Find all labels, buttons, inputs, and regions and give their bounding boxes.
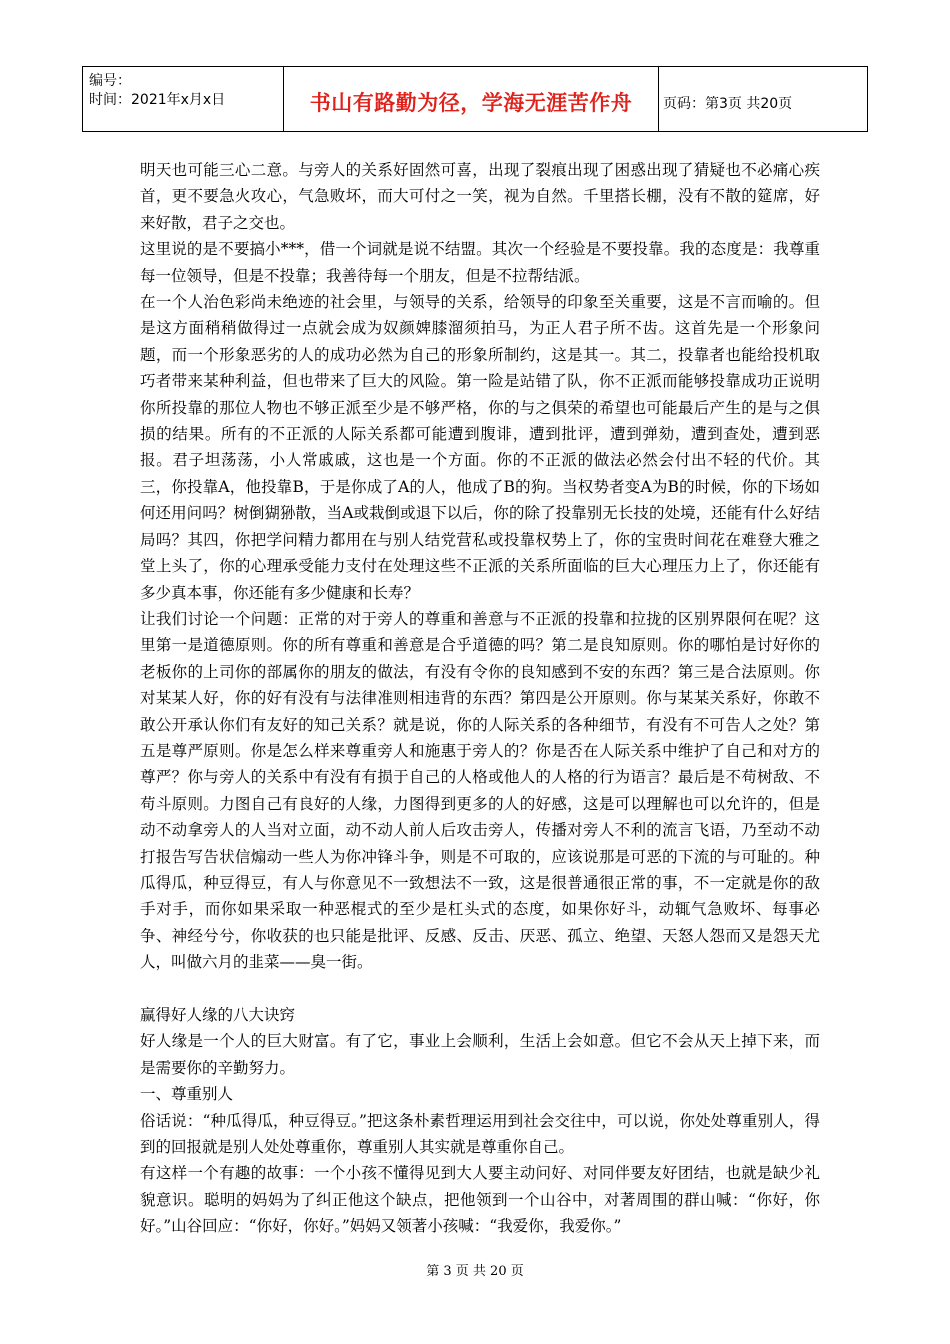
body-paragraph: 有这样一个有趣的故事：一个小孩不懂得见到大人要主动问好、对同伴要友好团结，也就是缺少礼貌意识。聪明的妈妈为了纠正他这个缺点，把他领到一个山谷中，对著周围的群山喊：“你好，你好。”山谷回应：“你好，你好。”妈妈又领著小孩喊：“我爱你，我爱你。” [140,1164,820,1236]
body-paragraph: 让我们讨论一个问题：正常的对于旁人的尊重和善意与不正派的投靠和拉拢的区别界限何在呢？这里第一是道德原则。你的所有尊重和善意是合乎道德的吗？第二是良知原则。你的哪怕是讨好你的老板你的上司你的部属你的朋友的做法，有没有令你的良知感到不安的东西？第三是合法原则。你对某某人好，你的好有没有与法律准则相违背的东西？第四是公开原则。你与某某关系好，你敢不敢公开承认你们有友好的知己关系？就是说，你的人际关系的各种细节，有没有不可告人之处？第五是尊严原则。你是怎么样来尊重旁人和施惠于旁人的？你是否在人际关系中维护了自己和对方的尊严？你与旁人的关系中有没有有损于自己的人格或他人的人格的行为语言？最后是不苟树敌、不苟斗原则。力图自己有良好的人缘，力图得到更多的人的好感，这是可以理解也可以允许的，但是动不动拿旁人的人当对立面，动不动人前人后攻击旁人，传播对旁人不利的流言飞语，乃至动不动打报告写告状信煽动一些人为你冲锋斗争，则是不可取的，应该说那是可恶的下流的与可耻的。种瓜得瓜，种豆得豆，有人与你意见不一致想法不一致，这是很普通很正常的事，不一定就是你的敌手对手，而你如果采取一种恶棍式的至少是杠头式的态度，如果你好斗，动辄气急败坏、每事必争、神经兮兮，你收获的也只能是批评、反感、反击、厌恶、孤立、绝望、天怒人怨而又是怨天尤人，叫做六月的韭菜——臭一街。 [140,609,820,972]
header-page-info: 页码：第3页 共20页 [663,96,793,112]
header-motto: 书山有路勤为径，学海无涯苦作舟 [309,91,633,115]
document-body [140,157,820,1240]
blank-line [140,976,820,1002]
page-header [82,66,868,132]
section-title: 赢得好人缘的八大诀窍 [140,1005,296,1024]
body-paragraph: 在一个人治色彩尚未绝迹的社会里，与领导的关系，给领导的印象至关重要，这是不言而喻的。但是这方面稍稍做得过一点就会成为奴颜婢膝溜须拍马，为正人君子所不齿。这首先是一个形象问题，而一个形象恶劣的人的成功必然为自己的形象所制约，这是其一。其二，投靠者也能给投机取巧者带来某种利益，但也带来了巨大的风险。第一险是站错了队，你不正派而能够投靠成功正说明你所投靠的那位人物也不够正派至少是不够严格，你的与之俱荣的希望也可能最后产生的是与之俱损的结果。所有的不正派的人际关系都可能遭到腹诽，遭到批评，遭到弹劾，遭到查处，遭到恶报。君子坦荡荡，小人常戚戚，这也是一个方面。你的不正派的做法必然会付出不轻的代价。其三，你投靠A，他投靠B，于是你成了A的人，他成了B的狗。当权势者变A为B的时候，你的下场如何还用问吗？树倒猢狲散，当A或栽倒或退下以后，你的除了投靠别无长技的处境，还能有什么好结局吗？其四，你把学问精力都用在与别人结党营私或投靠权势上了，你的宝贵时间花在难登大雅之堂上头了，你的心理承受能力支付在处理这些不正派的关系所面临的巨大心理压力上了，你还能有多少真本事，你还能有多少健康和长寿？ [140,293,820,602]
header-motto-cell [284,67,659,131]
subsection-heading: 一、尊重别人 [140,1085,234,1104]
body-paragraph: 好人缘是一个人的巨大财富。有了它，事业上会顺利，生活上会如意。但它不会从天上掉下来，而是需要你的辛勤努力。 [140,1032,820,1077]
body-paragraph: 明天也可能三心二意。与旁人的关系好固然可喜，出现了裂痕出现了困惑出现了猜疑也不必痛心疾首，更不要急火攻心，气急败坏，而大可付之一笑，视为自然。千里搭长棚，没有不散的筵席，好来好散，君子之交也。 [140,161,820,232]
body-paragraph: 这里说的是不要搞小***，借一个词就是说不结盟。其次一个经验是不要投靠。我的态度是：我尊重每一位领导，但是不投靠；我善待每一个朋友，但是不拉帮结派。 [140,240,820,285]
document-number-label: 编号： [89,73,131,89]
document-time-label: 时间：2021年x月x日 [89,92,226,108]
page-footer: 第 3 页 共 20 页 [426,1264,524,1279]
body-paragraph: 俗话说：“种瓜得瓜，种豆得豆。”把这条朴素哲理运用到社会交往中，可以说，你处处尊重别人，得到的回报就是别人处处尊重你，尊重别人其实就是尊重你自己。 [140,1111,820,1157]
header-meta-cell [83,67,284,131]
header-page-cell [659,67,867,131]
